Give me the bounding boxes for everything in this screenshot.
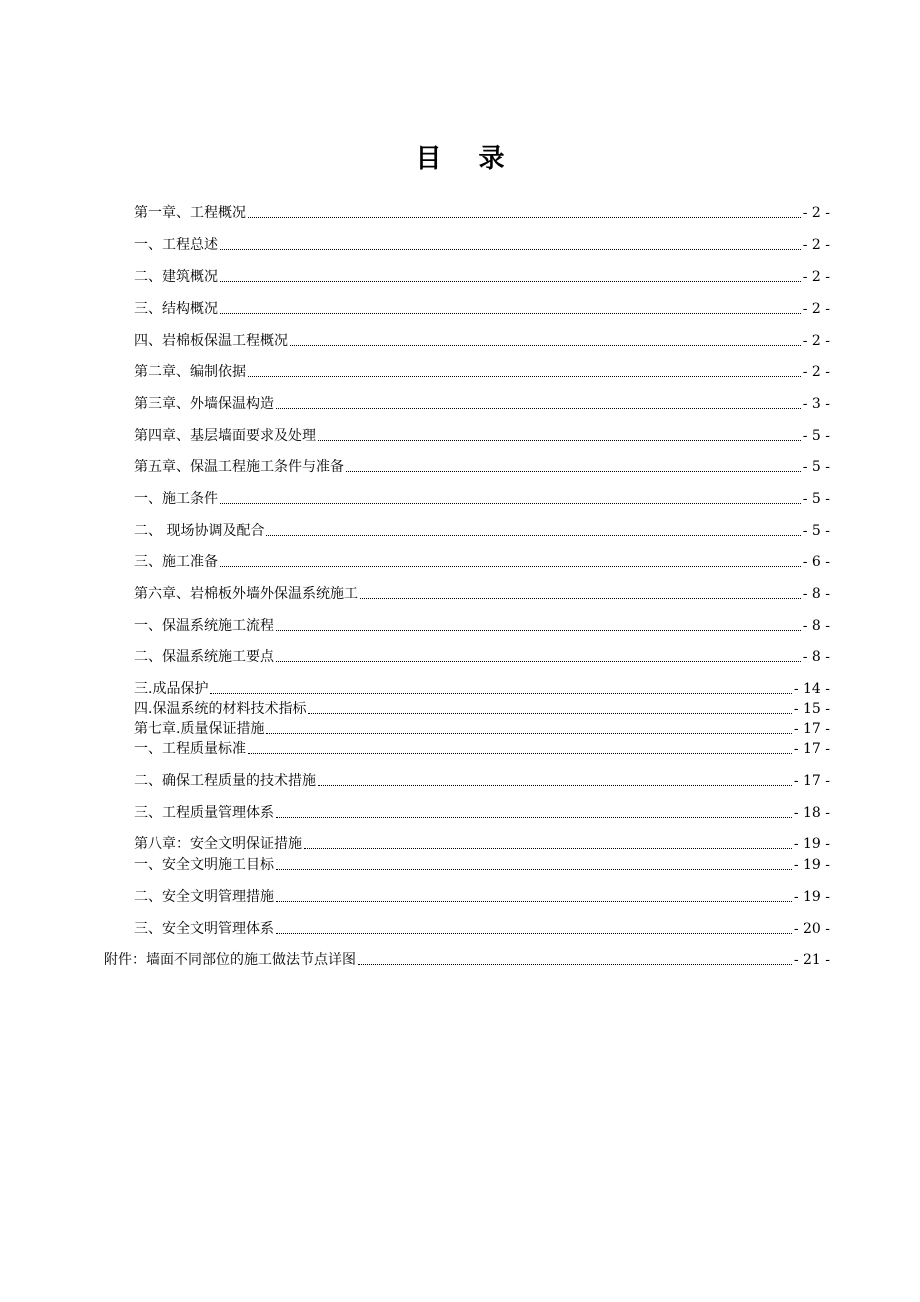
toc-entry[interactable]	[134, 232, 830, 254]
toc-entry-label: 二、确保工程质量的技术措施	[134, 773, 316, 789]
dot-leader	[248, 217, 801, 218]
toc-entry[interactable]	[134, 696, 830, 718]
toc-entry-page: - 6 -	[802, 554, 830, 570]
toc-entry-label: 一、安全文明施工目标	[134, 857, 274, 873]
toc-entry-page: - 3 -	[802, 396, 830, 412]
toc-entry-label: 三、结构概况	[134, 301, 218, 317]
dot-leader	[210, 693, 791, 694]
toc-entry[interactable]	[134, 200, 830, 222]
toc-entry-label: 二、保温系统施工要点	[134, 649, 274, 665]
toc-entry-label: 一、保温系统施工流程	[134, 618, 274, 634]
toc-entry[interactable]	[134, 716, 830, 738]
page-title: 目 录	[415, 144, 519, 174]
toc-entry[interactable]	[134, 852, 830, 874]
toc-entry[interactable]	[104, 947, 830, 969]
toc-entry[interactable]	[134, 736, 830, 758]
dot-leader	[346, 471, 801, 472]
dot-leader	[304, 848, 792, 849]
toc-entry-label: 三、施工准备	[134, 554, 218, 570]
dot-leader	[358, 964, 792, 965]
toc-entry-page: - 20 -	[793, 921, 830, 937]
toc-entry-page: - 17 -	[793, 741, 830, 757]
toc-entry[interactable]	[134, 518, 830, 540]
toc-entry[interactable]	[134, 328, 830, 350]
toc-entry-page: - 19 -	[793, 889, 830, 905]
toc-entry-label: 一、施工条件	[134, 491, 218, 507]
toc-entry-page: - 8 -	[802, 618, 830, 634]
dot-leader	[276, 869, 792, 870]
dot-leader	[220, 503, 801, 504]
dot-leader	[318, 440, 801, 441]
toc-entry[interactable]	[134, 454, 830, 476]
toc-entry[interactable]	[134, 916, 830, 938]
dot-leader	[220, 566, 801, 567]
toc-entry-label: 附件：墙面不同部位的施工做法节点详图	[104, 952, 356, 968]
toc-entry-page: - 5 -	[802, 491, 830, 507]
toc-entry-page: - 17 -	[793, 721, 830, 737]
toc-entry[interactable]	[134, 423, 830, 445]
toc-entry[interactable]	[134, 391, 830, 413]
dot-leader	[308, 713, 791, 714]
toc-entry[interactable]	[134, 549, 830, 571]
toc-entry-page: - 19 -	[793, 836, 830, 852]
dot-leader	[360, 598, 801, 599]
toc-entry[interactable]	[134, 884, 830, 906]
toc-entry-label: 第六章、岩棉板外墙外保温系统施工	[134, 586, 358, 602]
toc-entry-page: - 14 -	[793, 681, 830, 697]
dot-leader	[318, 785, 792, 786]
dot-leader	[220, 281, 801, 282]
toc-entry-page: - 8 -	[802, 649, 830, 665]
toc-entry-label: 二、建筑概况	[134, 269, 218, 285]
toc-entry-label: 一、工程质量标准	[134, 741, 246, 757]
dot-leader	[276, 661, 801, 662]
toc-entry-page: - 2 -	[802, 205, 830, 221]
toc-entry-page: - 5 -	[802, 523, 830, 539]
toc-entry-page: - 2 -	[802, 237, 830, 253]
dot-leader	[248, 376, 801, 377]
toc-entry-label: 四、岩棉板保温工程概况	[134, 333, 288, 349]
toc-entry-label: 三、安全文明管理体系	[134, 921, 274, 937]
toc-entry[interactable]	[134, 581, 830, 603]
toc-entry[interactable]	[134, 613, 830, 635]
toc-entry-page: - 2 -	[802, 364, 830, 380]
dot-leader	[290, 345, 801, 346]
toc-entry-label: 第一章、工程概况	[134, 205, 246, 221]
toc-entry-label: 一、工程总述	[134, 237, 218, 253]
toc-entry-page: - 19 -	[793, 857, 830, 873]
toc-entry-label: 四.保温系统的材料技术指标	[134, 701, 307, 717]
toc-entry-page: - 21 -	[793, 952, 830, 968]
toc-entry[interactable]	[134, 768, 830, 790]
dot-leader	[276, 408, 801, 409]
toc-entry[interactable]	[134, 264, 830, 286]
toc-entry[interactable]	[134, 359, 830, 381]
toc-entry-label: 第三章、外墙保温构造	[134, 396, 274, 412]
dot-leader	[276, 630, 801, 631]
toc-entry[interactable]	[134, 486, 830, 508]
toc-entry[interactable]	[134, 800, 830, 822]
dot-leader	[266, 733, 791, 734]
dot-leader	[248, 753, 792, 754]
toc-entry[interactable]	[134, 676, 830, 698]
toc-entry-label: 第二章、编制依据	[134, 364, 246, 380]
toc-entry-page: - 5 -	[802, 459, 830, 475]
toc-entry-label: 第七章.质量保证措施	[134, 721, 265, 737]
toc-entry-page: - 5 -	[802, 428, 830, 444]
dot-leader	[276, 901, 792, 902]
toc-entry[interactable]	[134, 296, 830, 318]
dot-leader	[220, 249, 801, 250]
toc-entry-page: - 2 -	[802, 269, 830, 285]
toc-entry[interactable]	[134, 831, 830, 853]
toc-entry-page: - 15 -	[793, 701, 830, 717]
toc-entry-label: 三.成品保护	[134, 681, 209, 697]
toc-entry-label: 二、 现场协调及配合	[134, 523, 265, 539]
dot-leader	[276, 817, 792, 818]
toc-entry-page: - 17 -	[793, 773, 830, 789]
dot-leader	[266, 535, 800, 536]
toc-entry-page: - 2 -	[802, 301, 830, 317]
toc-entry-label: 三、工程质量管理体系	[134, 805, 274, 821]
toc-entry[interactable]	[134, 644, 830, 666]
toc-entry-page: - 18 -	[793, 805, 830, 821]
toc-entry-page: - 8 -	[802, 586, 830, 602]
dot-leader	[276, 933, 792, 934]
toc-entry-label: 二、安全文明管理措施	[134, 889, 274, 905]
toc-entry-label: 第八章：安全文明保证措施	[134, 836, 302, 852]
toc-entry-label: 第五章、保温工程施工条件与准备	[134, 459, 344, 475]
toc-entry-page: - 2 -	[802, 333, 830, 349]
dot-leader	[220, 313, 801, 314]
toc-entry-label: 第四章、基层墙面要求及处理	[134, 428, 316, 444]
